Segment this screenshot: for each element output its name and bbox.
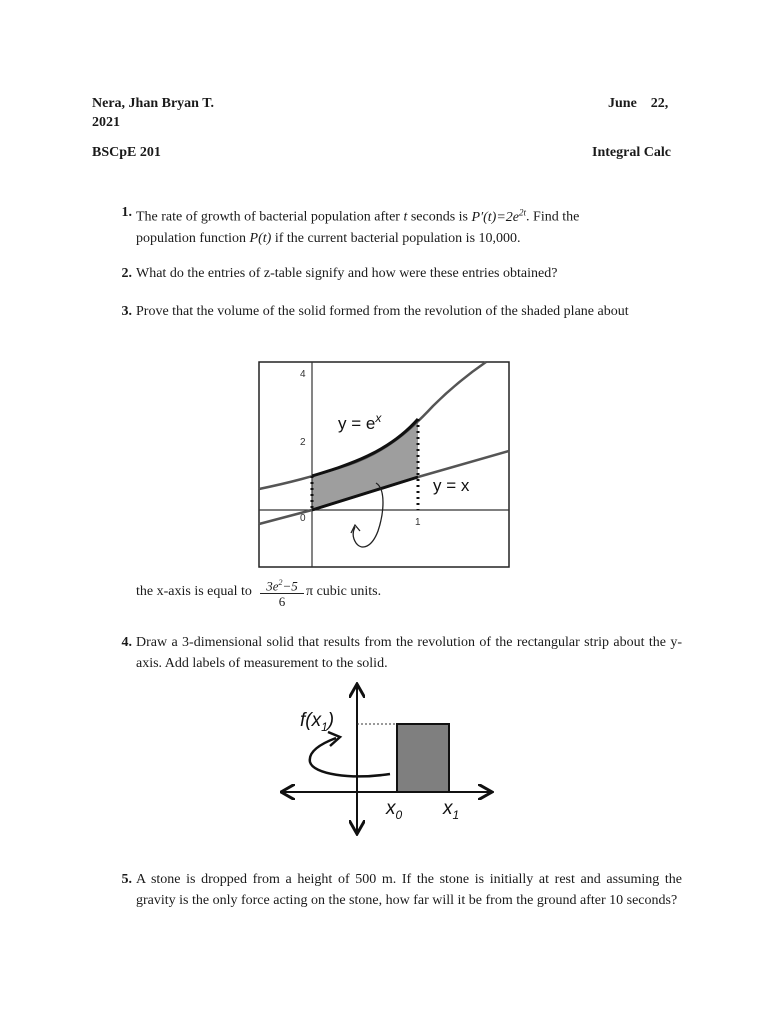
q3-num-exp: 2 <box>278 578 283 587</box>
question-text: Draw a 3-dimensional solid that results from the revolution of the rectangular strip about the y-axis. Add labels of measurement to the solid. <box>136 635 682 671</box>
label-f-base: f(x <box>300 710 322 731</box>
q1-text-a: The rate of growth of bacterial population after <box>136 209 400 225</box>
tick-x-1: 1 <box>415 517 421 528</box>
subject-name: Integral Calc <box>592 145 671 160</box>
label-x0-base: x <box>386 798 396 819</box>
question-text <box>136 202 682 249</box>
course-code: BSCpE 201 <box>92 145 161 160</box>
question-number: 3. <box>121 304 132 319</box>
figure-rect-strip <box>280 682 495 836</box>
q3-num-rest: −5 <box>282 578 298 594</box>
q1-text-d: population function <box>136 230 247 246</box>
question-text: A stone is dropped from a height of 500 m. If the stone is initially at rest and assuming the gravity is the only force acting on the stone, how far will it be from the ground after 10 seconds? <box>136 872 682 908</box>
tick-y-4: 4 <box>300 369 306 380</box>
question-1 <box>92 202 682 249</box>
q1-func: P(t) <box>249 230 272 246</box>
q1-text-e: if the current bacterial population is 10,000. <box>274 230 521 246</box>
tick-origin: 0 <box>300 513 306 524</box>
label-exp-base: y = e <box>338 414 376 433</box>
q3-text-b: π cubic units. <box>306 584 382 599</box>
label-x0 <box>385 798 403 822</box>
question-2 <box>92 263 682 284</box>
q3-text-a: the x-axis is equal to <box>136 584 252 599</box>
rotation-arrow <box>310 738 390 776</box>
label-f-sub: 1 <box>321 720 328 734</box>
q3-num-base: 3e <box>266 578 279 594</box>
tick-y-2: 2 <box>300 437 306 448</box>
date-month-day: June 22, <box>608 96 669 111</box>
q3-fraction-numerator <box>260 575 304 594</box>
rectangular-strip <box>397 724 449 792</box>
figure-exp-region <box>258 361 510 568</box>
label-f-close: ) <box>327 710 335 731</box>
q1-formula-base: P′(t)=2e <box>471 209 520 225</box>
label-x1 <box>442 798 459 822</box>
label-exp-sup: x <box>375 411 382 425</box>
question-5 <box>92 869 682 911</box>
question-3-continued <box>136 575 696 615</box>
q1-text-c: . Find the <box>526 209 580 225</box>
label-x0-sub: 0 <box>395 808 403 822</box>
q1-formula <box>471 207 527 225</box>
q1-text-b: seconds is <box>410 209 469 225</box>
label-linear: y = x <box>433 476 470 495</box>
question-number: 4. <box>121 635 132 650</box>
question-3 <box>92 301 682 322</box>
q1-var-t: t <box>403 209 408 225</box>
question-number: 5. <box>121 872 132 887</box>
student-name: Nera, Jhan Bryan T. <box>92 96 214 111</box>
label-x1-base: x <box>443 798 453 819</box>
q3-fraction-denominator: 6 <box>278 594 286 609</box>
question-text: Prove that the volume of the solid formed from the revolution of the shaded plane about <box>136 304 629 319</box>
question-text: What do the entries of z-table signify and how were these entries obtained? <box>136 266 558 281</box>
label-f-x1 <box>300 710 334 734</box>
label-x1-sub: 1 <box>452 808 460 822</box>
date-year: 2021 <box>92 115 120 130</box>
q1-formula-exp: 2t <box>519 207 527 217</box>
question-number: 1. <box>121 205 132 220</box>
question-number: 2. <box>121 266 132 281</box>
question-4 <box>92 632 682 674</box>
